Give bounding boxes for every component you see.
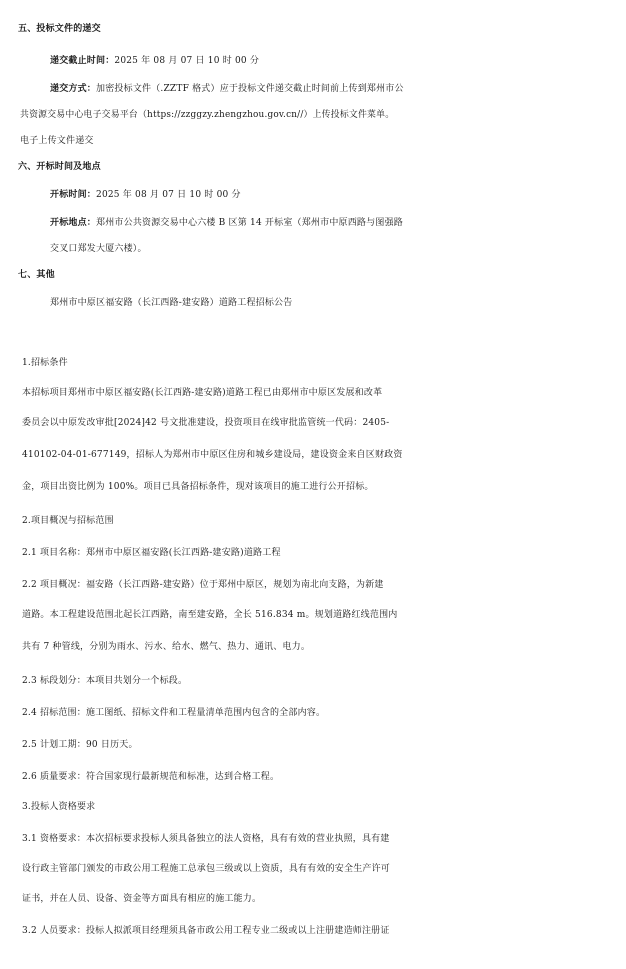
clause-2-2-line-3: 共有 7 种管线，分别为雨水、污水、给水、燃气、热力、通讯、电力。 (22, 642, 311, 652)
clause-2-1: 2.1 项目名称：郑州市中原区福安路(长江西路-建安路)道路工程 (22, 548, 281, 558)
clause-1-line-2: 委员会以中原发改审批[2024]42 号文批准建设，投资项目在线审批监管统一代码：2405- (22, 418, 390, 428)
bid-opening-place-line-2: 交叉口郑发大厦六楼）。 (50, 244, 147, 254)
clause-2-5: 2.5 计划工期：90 日历天。 (22, 740, 138, 750)
clause-3-2-line-1: 3.2 人员要求：投标人拟派项目经理须具备市政公用工程专业二级或以上注册建造师注册证 (22, 926, 390, 936)
bid-opening-time-label: 开标时间： (50, 190, 97, 200)
clause-2-4: 2.4 招标范围：施工图纸、招标文件和工程量清单范围内包含的全部内容。 (22, 708, 326, 718)
clause-1-line-4: 金，项目出资比例为 100%。项目已具备招标条件，现对该项目的施工进行公开招标。 (22, 482, 374, 492)
submission-method-line-2: 共资源交易中心电子交易平台（https://zzggzy.zhengzhou.gov.cn//）上传投标文件菜单。 (20, 110, 395, 120)
submission-method-line-1 (50, 80, 626, 98)
clause-2-title: 2.项目概况与招标范围 (22, 516, 114, 526)
section-6-heading: 六、开标时间及地点 (18, 162, 101, 172)
section-5-heading: 五、投标文件的递交 (18, 24, 101, 34)
submission-deadline (50, 52, 626, 70)
section-7-heading: 七、其他 (18, 270, 55, 280)
clause-2-3: 2.3 标段划分：本项目共划分一个标段。 (22, 676, 188, 686)
submission-method-label: 递交方式： (50, 84, 97, 94)
bid-opening-place-line-1 (50, 214, 626, 232)
clause-2-2-line-2: 道路。本工程建设范围北起长江西路，南至建安路，全长 516.834 m。规划道路红线范围内 (22, 610, 398, 620)
bid-opening-time-value: 2025 年 08 月 07 日 10 时 00 分 (96, 190, 241, 200)
clause-1-line-3: 410102-04-01-677149，招标人为郑州市中原区住房和城乡建设局，建设资金来自区财政资 (22, 450, 403, 460)
submission-deadline-value: 2025 年 08 月 07 日 10 时 00 分 (114, 56, 260, 66)
announcement-title: 郑州市中原区福安路（长江西路-建安路）道路工程招标公告 (50, 298, 293, 308)
bid-opening-place-text-1: 郑州市公共资源交易中心六楼 B 区第 14 开标室（郑州市中原西路与图强路 (96, 218, 403, 228)
bid-opening-place-label: 开标地点： (50, 218, 97, 228)
submission-method-text-1: 加密投标文件（.ZZTF 格式）应于投标文件递交截止时间前上传到郑州市公 (96, 84, 404, 94)
clause-3-1-line-2: 设行政主管部门颁发的市政公用工程施工总承包三级或以上资质，具有有效的安全生产许可 (22, 864, 391, 874)
clause-3-1-line-3: 证书，并在人员、设备、资金等方面具有相应的施工能力。 (22, 894, 262, 904)
clause-3-title: 3.投标人资格要求 (22, 802, 96, 812)
bid-opening-time (50, 186, 626, 204)
submission-deadline-label: 递交截止时间： (50, 56, 115, 66)
clause-2-6: 2.6 质量要求：符合国家现行最新规范和标准，达到合格工程。 (22, 772, 280, 782)
submission-method-line-3: 电子上传文件递交 (20, 136, 94, 146)
clause-1-line-1: 本招标项目郑州市中原区福安路(长江西路-建安路)道路工程已由郑州市中原区发展和改革 (22, 388, 383, 398)
clause-3-1-line-1: 3.1 资格要求：本次招标要求投标人须具备独立的法人资格，具有有效的营业执照，具有建 (22, 834, 390, 844)
clause-1-title: 1.招标条件 (22, 358, 68, 368)
clause-2-2-line-1: 2.2 项目概况：福安路（长江西路-建安路）位于郑州中原区，规划为南北向支路，为新建 (22, 580, 384, 590)
